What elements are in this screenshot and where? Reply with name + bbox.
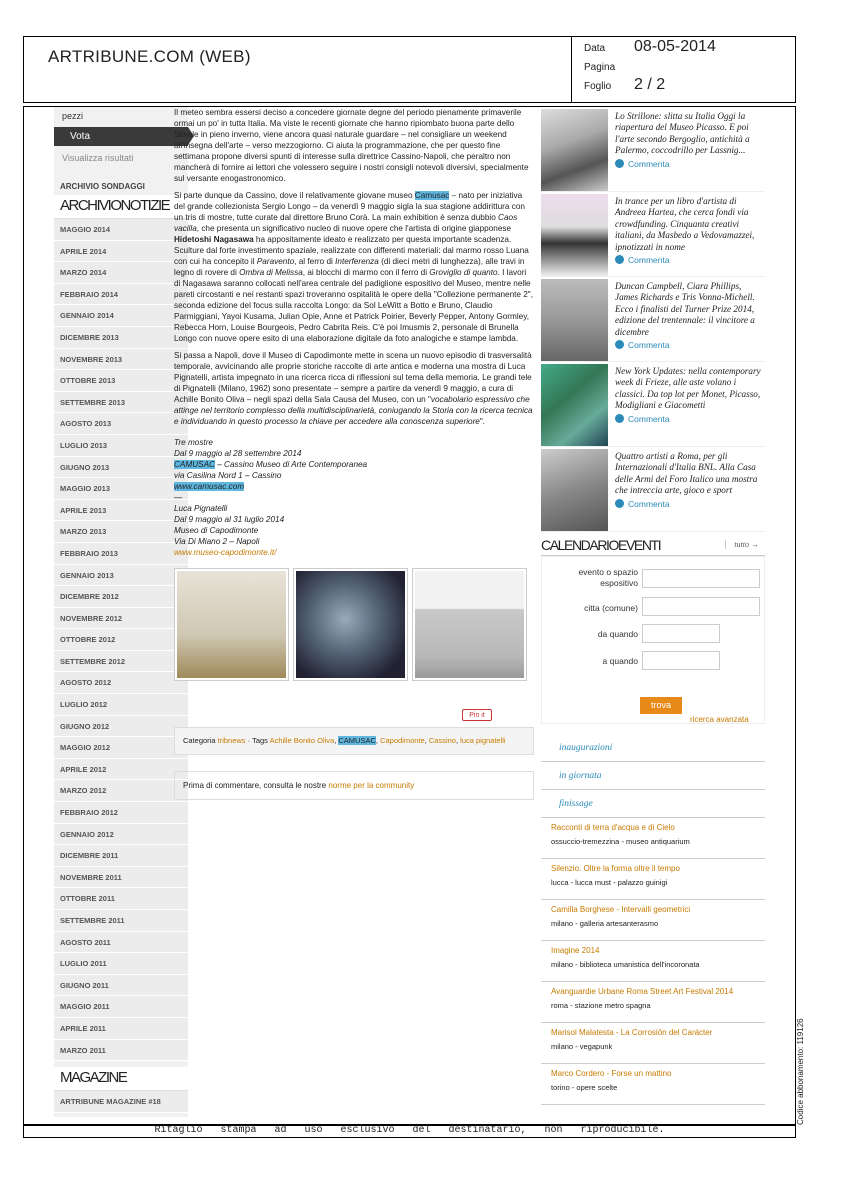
news-headline[interactable]: In trance per un libro d'artista di Andreea Hartea, che cerca fondi via crowdfunding. Cinquanta creativi italiani, da Masbedo a Vedovamazzei, ipnotizzati in nome xyxy=(615,196,755,252)
photo-painting-face[interactable] xyxy=(293,568,408,681)
info-line: Dal 9 maggio al 28 settembre 2014 xyxy=(174,449,302,458)
archive-month-item[interactable]: LUGLIO 2011 xyxy=(54,953,188,975)
text-span: . I lavori di Nagasawa saranno collocati nell'area centrale del padiglione espositivo del Museo, mentre nelle pareti circostanti e nei restanti spazi troveranno ospitalità le opere della "Collezione permanente 2", seconda edizione del focus sulla raccolta Longo: da Sol LeWitt a Botto e Bruno, Claudio Parmiggiani, Yayoi Kusama, Julian Opie, Anne et Patrick Poirier, Beverly Pepper, Antony Gormley, Rebecca Horn, Louise Bourgeois, Pedro Cabrita Reis. C'è poi Imusmis 2, personale di Brunella Longo con nuove opere esito di una elaborazione digitale da foto analogiche e stampe lambda. xyxy=(174,268,533,343)
tag-link[interactable]: luca pignatelli xyxy=(460,736,506,745)
archive-month-item[interactable]: APRILE 2013 xyxy=(54,500,188,522)
archive-month-item[interactable]: GIUGNO 2012 xyxy=(54,716,188,738)
text-span: Interferenza xyxy=(335,257,379,266)
comment-link[interactable] xyxy=(615,414,765,425)
news-text-block xyxy=(608,447,765,531)
archive-month-item[interactable]: MAGGIO 2014 xyxy=(54,219,188,241)
separator: — xyxy=(174,493,183,502)
text-span: Groviglio di quanto xyxy=(429,268,498,277)
community-rules-link[interactable]: norme per la community xyxy=(328,781,415,790)
archive-month-item[interactable]: APRILE 2014 xyxy=(54,241,188,263)
text-span: Categoria xyxy=(183,736,218,745)
comment-link[interactable] xyxy=(615,255,765,266)
comment-label: Commenta xyxy=(628,255,670,266)
archive-month-item[interactable]: MAGGIO 2013 xyxy=(54,478,188,500)
event-title[interactable]: Marisol Malatesta - La Corrosión del Carácter xyxy=(551,1028,713,1037)
news-text-block xyxy=(608,277,765,361)
tag-link[interactable]: Achille Bonito Oliva xyxy=(269,736,335,745)
tag-link[interactable]: Capodimonte xyxy=(380,736,425,745)
field-label-citta: citta (comune) xyxy=(584,603,638,613)
archive-month-item[interactable]: MARZO 2013 xyxy=(54,521,188,543)
archive-month-item[interactable]: OTTOBRE 2013 xyxy=(54,370,188,392)
text-span: Ombra di Melissa xyxy=(239,268,303,277)
archive-month-item[interactable]: DICEMBRE 2011 xyxy=(54,845,188,867)
text-span: , che presenta un significativo nucleo di nuove opere che l'artista di origine giapponese xyxy=(196,224,512,233)
subscription-code: Codice abbonamento: 119126 xyxy=(796,1018,805,1125)
comment-label: Commenta xyxy=(628,498,670,509)
news-item[interactable] xyxy=(541,277,765,362)
calendar-title: CALENDARIOEVENTI xyxy=(541,536,661,553)
comment-label: Commenta xyxy=(628,340,670,351)
camusac-highlight: CAMUSAC xyxy=(174,460,215,469)
info-line: Tre mostre xyxy=(174,438,213,447)
header-meta-box xyxy=(572,37,795,102)
event-title[interactable]: Silenzio. Oltre la forma oltre il tempo xyxy=(551,864,680,873)
comment-link[interactable] xyxy=(615,340,765,351)
clipping-disclaimer xyxy=(23,1124,796,1138)
article-paragraph-1: Il meteo sembra essersi deciso a concedere giornate degne del periodo pienamente primaverile ormai un po' in tutta Italia. Ma viste le recenti giornate che hanno ripiombato buona parte dello Stivale in pieno inverno, viene ancora quasi naturale guardare – nel consigliare un weekend all'insegna dell'arte – verso mezzogiorno. Ci aiuta la programmazione, che per questo fine settimana propone diversi spunti di interesse sulla direttrice Cassino-Napoli, che peraltro non mancherà di fornire ai lettori che volessero seguire i nostri consigli notevoli diversivi, specialmente sul versante enogastronomico. xyxy=(174,108,529,183)
comment-link[interactable] xyxy=(615,159,765,170)
archive-month-item[interactable]: LUGLIO 2012 xyxy=(54,694,188,716)
event-item[interactable] xyxy=(541,900,765,941)
archive-month-item[interactable]: DICEMBRE 2013 xyxy=(54,327,188,349)
text-span: ". xyxy=(479,417,486,426)
category-link[interactable]: tribnews xyxy=(217,736,246,745)
photo-sculpture[interactable] xyxy=(174,568,289,681)
archive-month-list xyxy=(54,219,188,1061)
text-span: Prima di commentare, consulta le nostre xyxy=(183,781,329,790)
comment-bubble-icon xyxy=(615,414,624,423)
text-span: (di dieci metri di lunghezza), alle travi in legno di rovere di xyxy=(174,257,525,277)
text-span: Caos vacilla xyxy=(174,213,518,233)
archive-month-item[interactable]: AGOSTO 2011 xyxy=(54,932,188,954)
calendar-tab[interactable]: inaugurazioni xyxy=(541,734,765,762)
info-line xyxy=(174,459,534,470)
archive-month-item[interactable]: GIUGNO 2013 xyxy=(54,457,188,479)
quote-text: vocabolario espressivo che attinge nel territorio complesso della multidisciplinarietà, coniugando la Storia con la ricerca tecnica e individuando in questo processo la chiave per accedere alla conoscenza superiore xyxy=(174,395,533,426)
content-frame xyxy=(23,106,796,1126)
text-span: Si passa a Napoli, dove il Museo di Capodimonte mette in scena un nuovo episodio di trasversalità temporale, avvicinando alle proprie storiche raccolte di arte antica e moderna una mostra di Luca Pignatelli, artista impegnato in una ricerca ricca di riflessioni sul tema della memoria. Le grandi tele di Pignatelli (Milano, 1962) sono presentate – sempre a partire da venerdì 9 maggio, a cura di Achille Bonito Oliva – negli spazi della Sala Causa del Museo, con un " xyxy=(174,351,532,404)
advanced-search-link[interactable]: ricerca avanzata xyxy=(690,715,749,724)
text-span: Paravento xyxy=(256,257,295,266)
archive-month-item[interactable]: SETTEMBRE 2012 xyxy=(54,651,188,673)
article-paragraph-2 xyxy=(174,190,534,344)
data-value: 08-05-2014 xyxy=(634,38,716,55)
info-line: Museo di Capodimonte xyxy=(174,526,259,535)
archive-month-item[interactable]: GENNAIO 2012 xyxy=(54,824,188,846)
news-text-block xyxy=(608,192,765,276)
event-title[interactable]: Avanguardie Urbane Roma Street Art Festival 2014 xyxy=(551,987,734,996)
archive-month-item[interactable]: AGOSTO 2013 xyxy=(54,413,188,435)
event-place: milano - biblioteca umanistica dell'incoronata xyxy=(551,960,700,969)
a-quando-input[interactable] xyxy=(642,651,720,670)
article-body xyxy=(174,107,534,800)
event-item[interactable] xyxy=(541,1064,765,1105)
comment-link[interactable] xyxy=(615,499,765,510)
archive-month-item[interactable]: FEBBRAIO 2013 xyxy=(54,543,188,565)
photo-museum-building[interactable] xyxy=(412,568,527,681)
news-thumbnail[interactable] xyxy=(541,194,608,276)
event-item[interactable] xyxy=(541,941,765,982)
text-span: Si parte dunque da Cassino, dove il relativamente giovane museo xyxy=(174,191,415,200)
calendar-tab[interactable]: finissage xyxy=(541,790,765,818)
magazine-item[interactable]: ARTRIBUNE MAGAZINE #18 xyxy=(54,1091,188,1113)
archive-month-item[interactable]: MARZO 2011 xyxy=(54,1040,188,1062)
news-thumbnail[interactable] xyxy=(541,449,608,531)
event-place: lucca - lucca must - palazzo guinigi xyxy=(551,878,668,887)
archive-month-item[interactable]: MARZO 2012 xyxy=(54,780,188,802)
news-text-block xyxy=(608,107,765,191)
archive-month-item[interactable]: MARZO 2014 xyxy=(54,262,188,284)
right-sidebar xyxy=(541,107,765,1105)
tag-link[interactable]: CAMUSAC xyxy=(338,736,376,745)
event-item[interactable] xyxy=(541,818,765,859)
event-item[interactable] xyxy=(541,859,765,900)
archive-month-item[interactable]: APRILE 2011 xyxy=(54,1018,188,1040)
pinterest-button[interactable]: Pin it xyxy=(462,709,492,721)
info-line: via Casilina Nord 1 – Cassino xyxy=(174,471,282,480)
exhibition-info-1 xyxy=(174,437,534,558)
news-list xyxy=(541,107,765,532)
archive-month-item[interactable]: NOVEMBRE 2012 xyxy=(54,608,188,630)
text-span: , ai blocchi di marmo con il ferro di xyxy=(302,268,430,277)
evento-input[interactable] xyxy=(642,569,760,588)
archive-month-item[interactable]: NOVEMBRE 2011 xyxy=(54,867,188,889)
text-span: ha appositamente ideato e realizzato per questa importante scadenza. Sculture dal forte investimento spaziale, realizzate con differenti materiali: dal marmo rosso Luana con cui ha concepito il xyxy=(174,235,529,266)
news-item[interactable] xyxy=(541,447,765,532)
event-search-form xyxy=(541,556,765,724)
text-span: – nato per iniziativa del grande collezionista Sergio Longo – da venerdì 9 maggio sigla la sua stagione addirittura con un tris di mostre, tutte curate dal direttore Bruno Corà. La main exhibition è senza dubbio xyxy=(174,191,525,222)
da-quando-input[interactable] xyxy=(642,624,720,643)
see-all-link[interactable]: tutto → xyxy=(725,540,765,549)
archive-month-item[interactable]: SETTEMBRE 2013 xyxy=(54,392,188,414)
text-span: , al ferro di xyxy=(294,257,336,266)
comment-bubble-icon xyxy=(615,255,624,264)
comment-bubble-icon xyxy=(615,159,624,168)
event-title[interactable]: Marco Cordero - Forse un mattino xyxy=(551,1069,672,1078)
news-text-block xyxy=(608,362,765,446)
article-paragraph-3 xyxy=(174,350,534,427)
event-item[interactable] xyxy=(541,982,765,1023)
capodimonte-url-link[interactable]: www.museo-capodimonte.it/ xyxy=(174,548,277,557)
news-thumbnail[interactable] xyxy=(541,109,608,191)
source-title: ARTRIBUNE.COM (WEB) xyxy=(48,47,251,66)
search-submit-button[interactable]: trova xyxy=(640,697,682,714)
citta-input[interactable] xyxy=(642,597,760,616)
artist-name: Hidetoshi Nagasawa xyxy=(174,235,254,244)
foglio-value: 2 / 2 xyxy=(634,76,666,93)
camusac-url-link[interactable]: www.camusac.com xyxy=(174,482,245,491)
data-label: Data xyxy=(584,43,606,54)
news-item[interactable] xyxy=(541,192,765,277)
comment-bubble-icon xyxy=(615,499,624,508)
archive-month-item[interactable]: GIUGNO 2011 xyxy=(54,975,188,997)
archive-month-item[interactable]: DICEMBRE 2012 xyxy=(54,586,188,608)
magazine-heading: MAGAZINE xyxy=(54,1067,188,1091)
text-span: – Cassino Museo di Arte Contemporanea xyxy=(214,460,368,469)
tag-link[interactable]: Cassino xyxy=(428,736,456,745)
event-place: torino - opere scelte xyxy=(551,1083,618,1092)
camusac-link[interactable]: Camusac xyxy=(414,191,450,200)
archive-month-item[interactable]: SETTEMBRE 2011 xyxy=(54,910,188,932)
article-photo-gallery xyxy=(174,568,534,681)
archive-month-item[interactable]: AGOSTO 2012 xyxy=(54,672,188,694)
disclaimer-text: Ritaglio stampa ad uso esclusivo del destinatario, non riproducibile. xyxy=(154,1125,665,1136)
calendar-tab[interactable]: in giornata xyxy=(541,762,765,790)
archive-month-item[interactable]: GENNAIO 2014 xyxy=(54,305,188,327)
archive-month-item[interactable]: APRILE 2012 xyxy=(54,759,188,781)
archive-month-item[interactable]: FEBBRAIO 2014 xyxy=(54,284,188,306)
event-place: roma - stazione metro spagna xyxy=(551,1001,651,1010)
archive-month-item[interactable]: GENNAIO 2013 xyxy=(54,565,188,587)
header-source-box xyxy=(24,37,572,102)
pagina-label: Pagina xyxy=(584,62,616,73)
text-span: · Tags xyxy=(245,736,270,745)
event-item[interactable] xyxy=(541,1023,765,1064)
clipping-header xyxy=(23,36,796,103)
news-archive-heading: ARCHIVIONOTIZIE xyxy=(54,195,188,219)
news-item[interactable] xyxy=(541,107,765,192)
poll-archive-link[interactable]: ARCHIVIO SONDAGGI xyxy=(60,182,145,191)
event-place: ossuccio-tremezzina - museo antiquarium xyxy=(551,837,690,846)
news-thumbnail[interactable] xyxy=(541,279,608,361)
info-line: Dal 9 maggio al 31 luglio 2014 xyxy=(174,515,285,524)
field-label-da: da quando xyxy=(597,629,638,639)
calendar-header xyxy=(541,534,765,556)
archive-month-item[interactable]: MAGGIO 2011 xyxy=(54,996,188,1018)
vote-button[interactable]: Vota xyxy=(54,127,188,146)
comment-bubble-icon xyxy=(615,340,624,349)
event-place: milano - vegapunk xyxy=(551,1042,613,1051)
left-sidebar xyxy=(54,107,188,1117)
event-title[interactable]: Racconti di terra d'acqua e di Cielo xyxy=(551,823,675,832)
news-thumbnail[interactable] xyxy=(541,364,608,446)
calendar-tabs xyxy=(541,734,765,818)
archive-month-item[interactable]: NOVEMBRE 2013 xyxy=(54,349,188,371)
event-title[interactable]: Imagine 2014 xyxy=(551,946,600,955)
news-headline[interactable]: Lo Strillone: slitta su Italia Oggi la riapertura del Museo Picasso. E poi l'arte secondo Bergoglio, antichità a Palermo, coccodrillo per Lassnig... xyxy=(615,111,750,156)
archive-month-item[interactable]: MAGGIO 2012 xyxy=(54,737,188,759)
field-label-evento: evento o spazio espositivo xyxy=(578,567,638,588)
archive-month-item[interactable]: FEBBRAIO 2012 xyxy=(54,802,188,824)
event-title[interactable]: Camilla Borghese - Intervalli geometrici xyxy=(551,905,691,914)
view-results-link[interactable]: Visualizza risultati xyxy=(62,153,134,163)
comment-label: Commenta xyxy=(628,158,670,169)
archive-month-item[interactable]: OTTOBRE 2012 xyxy=(54,629,188,651)
event-place: milano - galleria artesanterasmo xyxy=(551,919,659,928)
news-headline[interactable]: Duncan Campbell, Ciara Phillips, James Richards e Tris Vonna-Michell. Ecco i finalisti del Turner Prize 2014, edizione del trentennale: il vincitore a dicembre xyxy=(615,281,755,337)
comment-notice-box xyxy=(174,771,534,800)
news-item[interactable] xyxy=(541,362,765,447)
event-list xyxy=(541,818,765,1105)
foglio-label: Foglio xyxy=(584,81,612,92)
news-headline[interactable]: Quattro artisti a Roma, per gli Internazionali d'Italia BNL. Alla Casa delle Armi del Foro Italico una mostra che intreccia arte, gioco e sport xyxy=(615,451,758,496)
news-headline[interactable]: New York Updates: nella contemporary week di Frieze, alle aste volano i classici. Da top lot per Monet, Picasso, Modigliani e Giacometti xyxy=(615,366,761,411)
info-line: Luca Pignatelli xyxy=(174,504,228,513)
poll-option-text: pezzi xyxy=(62,111,84,121)
field-label-a: a quando xyxy=(602,656,638,666)
info-line: Via Di Miano 2 – Napoli xyxy=(174,537,260,546)
archive-month-item[interactable]: LUGLIO 2013 xyxy=(54,435,188,457)
archive-month-item[interactable]: OTTOBRE 2011 xyxy=(54,888,188,910)
article-tags-box: Categoria tribnews · Tags Achille Bonito Oliva, CAMUSAC, Capodimonte, Cassino, luca pignatelli xyxy=(174,727,534,755)
comment-label: Commenta xyxy=(628,413,670,424)
